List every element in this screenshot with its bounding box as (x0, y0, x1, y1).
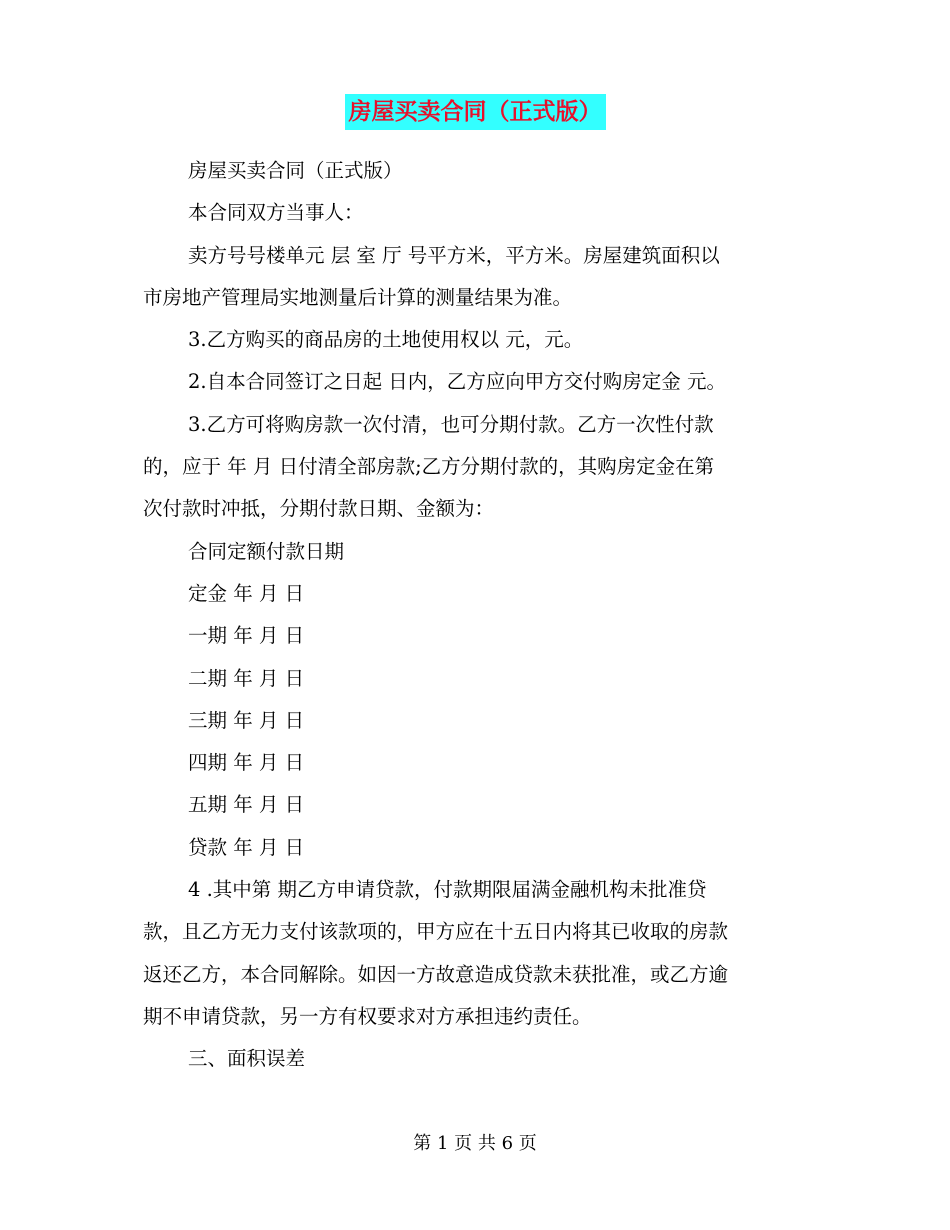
body-line: 房屋买卖合同（正式版） (188, 159, 403, 182)
title-container (0, 94, 950, 130)
payment-row: 二期 年 月 日 (188, 666, 305, 690)
body-line: 返还乙方，本合同解除。如因一方故意造成贷款未获批准，或乙方逾 (143, 962, 729, 986)
payment-row: 定金 年 月 日 (188, 581, 305, 605)
payment-row: 贷款 年 月 日 (188, 835, 305, 859)
body-line: 本合同双方当事人： (188, 201, 364, 225)
body-line: 期不申请贷款，另一方有权要求对方承担违约责任。 (143, 1004, 592, 1028)
body-line: 次付款时冲抵，分期付款日期、金额为： (143, 497, 495, 521)
body-line: 款，且乙方无力支付该款项的，甲方应在十五日内将其已收取的房款 (143, 920, 729, 944)
page-footer: 第 1 页 共 6 页 (413, 1133, 537, 1154)
payment-row: 一期 年 月 日 (188, 624, 305, 648)
document-body (143, 150, 803, 1081)
payment-row: 四期 年 月 日 (188, 751, 305, 775)
body-line: 合同定额付款日期 (188, 539, 345, 563)
body-line: 3.乙方购买的商品房的土地使用权以 元，元。 (188, 328, 584, 352)
section-heading: 三、面积误差 (188, 1047, 306, 1071)
body-line: 的，应于 年 月 日付清全部房款;乙方分期付款的，其购房定金在第 (143, 455, 715, 479)
document-title: 房屋买卖合同（正式版） (345, 94, 606, 130)
body-line: 市房地产管理局实地测量后计算的测量结果为准。 (143, 285, 573, 309)
body-line: 4 .其中第 期乙方申请贷款，付款期限届满金融机构未批准贷 (188, 878, 707, 902)
payment-row: 五期 年 月 日 (188, 793, 305, 817)
body-line: 2.自本合同签订之日起 日内，乙方应向甲方交付购房定金 元。 (188, 370, 727, 394)
body-line: 卖方号号楼单元 层 室 厅 号平方米，平方米。房屋建筑面积以 (188, 243, 720, 267)
payment-row: 三期 年 月 日 (188, 708, 305, 732)
body-line: 3.乙方可将购房款一次付清，也可分期付款。乙方一次性付款 (188, 412, 714, 436)
